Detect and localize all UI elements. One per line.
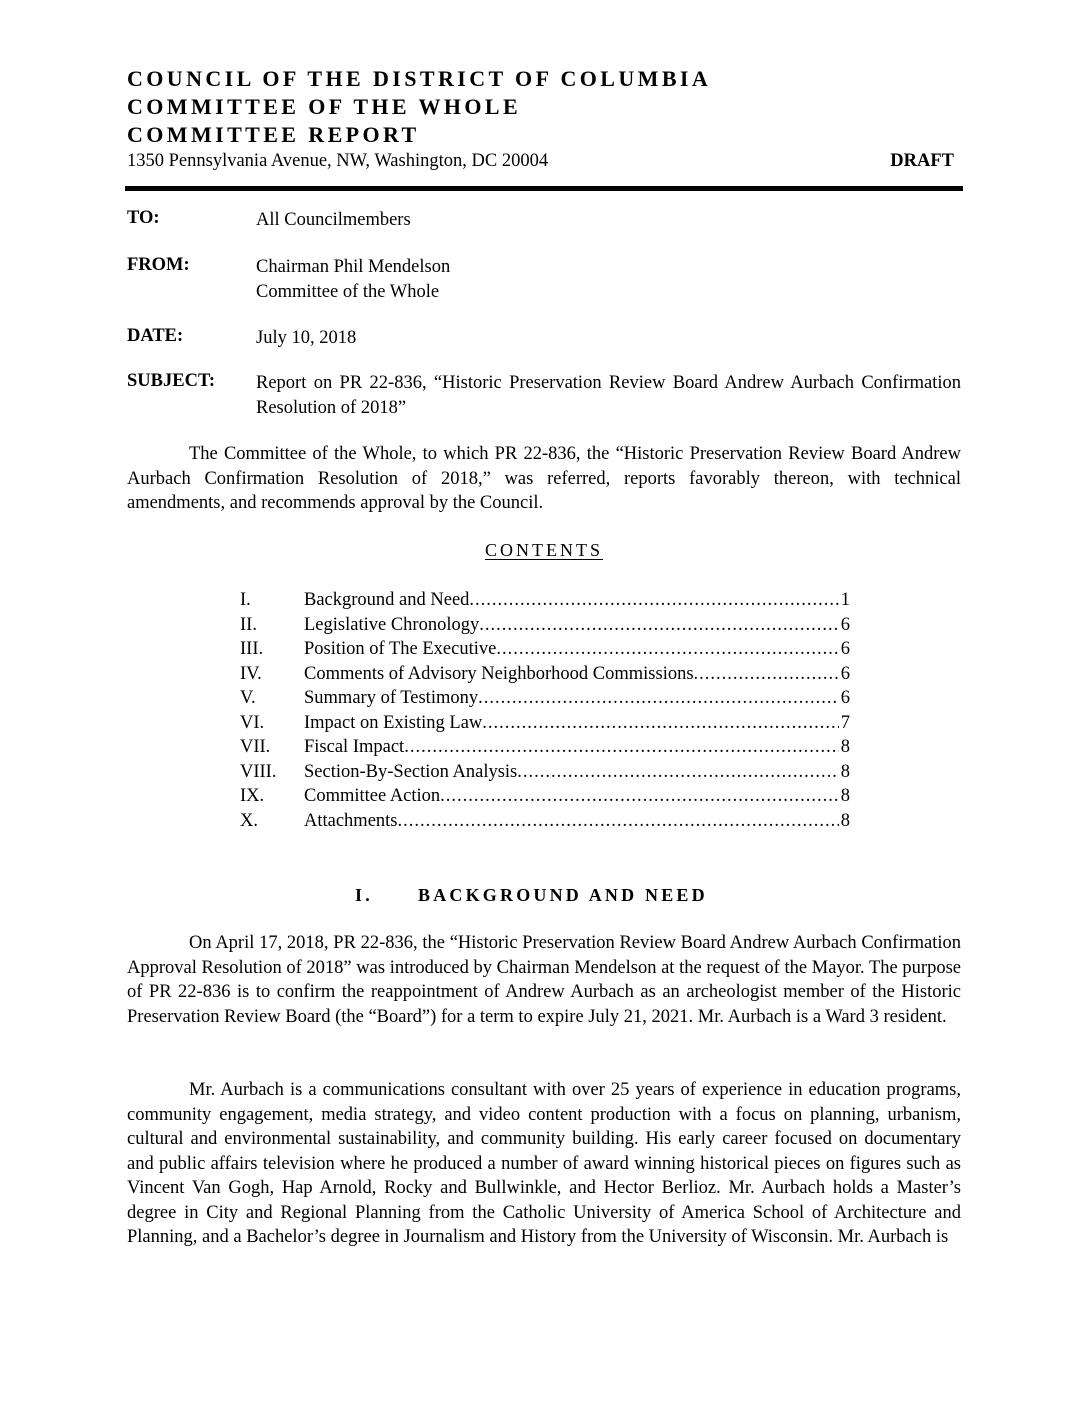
toc-item-number: IX. [240, 786, 265, 806]
toc-item-title: Impact on Existing Law [304, 712, 483, 733]
toc-item-page: 7 [840, 712, 850, 733]
toc-item [240, 713, 850, 738]
toc-item [240, 590, 850, 615]
table-of-contents [240, 590, 850, 835]
header-rule [125, 186, 963, 191]
toc-leader [482, 713, 838, 734]
toc-item-page: 6 [840, 614, 850, 635]
toc-item-page: 8 [840, 786, 850, 806]
toc-leader [479, 615, 839, 636]
toc-item-title: Committee Action [304, 786, 441, 806]
toc-item-title: Fiscal Impact [304, 737, 405, 757]
contents-heading-text: CONTENTS [485, 540, 603, 560]
subject-label: SUBJECT: [127, 371, 216, 391]
toc-item-number: VII. [240, 737, 271, 757]
toc-item-number: II. [240, 614, 257, 635]
background-paragraph-2: Mr. Aurbach is a communications consultant with over 25 years of experience in education programs, community engagement, media strategy, and video content production with a focus on planning, urbanism, cultural and environmental sustainability, and community building. His early career focused on documentary and public affairs television where he produced a number of award winning historical pieces on figures such as Vincent Van Gogh, Hap Arnold, Rocky and Bullwinkle, and Hector Berlioz. Mr. Aurbach holds a Master’s degree in City and Regional Planning from the Catholic University of America School of Architecture and Planning, and a Bachelor’s degree in Journalism and History from the University of Wisconsin. Mr. Aurbach is [127, 1080, 961, 1247]
section-number: I. [355, 885, 373, 905]
toc-item [240, 615, 850, 640]
toc-leader [478, 688, 839, 709]
toc-item-number: I. [240, 590, 251, 610]
toc-item [240, 737, 850, 762]
toc-leader [496, 639, 838, 660]
toc-leader [469, 590, 838, 611]
from-label: FROM: [127, 255, 190, 275]
from-committee: Committee of the Whole [256, 282, 440, 302]
draft-label: DRAFT [890, 151, 954, 171]
council-title: COUNCIL OF THE DISTRICT OF COLUMBIA [127, 66, 712, 91]
contents-heading [0, 540, 1088, 561]
from-name: Chairman Phil Mendelson [256, 257, 451, 277]
toc-item [240, 786, 850, 811]
toc-leader [694, 664, 839, 685]
toc-leader [398, 811, 839, 832]
background-paragraph-1: On April 17, 2018, PR 22-836, the “Historic Preservation Review Board Andrew Aurbach Confirmation Approval Resolution of 2018” was introduced by Chairman Mendelson at the request of the Mayor. The purpose of PR 22-836 is to confirm the reappointment of Andrew Aurbach as an archeologist member of the Historic Preservation Review Board (the “Board”) for a term to expire July 21, 2021. Mr. Aurbach is a Ward 3 resident. [127, 933, 961, 1027]
toc-leader [440, 786, 839, 807]
council-address: 1350 Pennsylvania Avenue, NW, Washington, DC 20004 [127, 151, 549, 171]
toc-item-number: VI. [240, 712, 265, 733]
toc-item-title: Summary of Testimony [304, 688, 479, 708]
toc-item-number: VIII. [240, 761, 277, 782]
toc-item-number: X. [240, 810, 258, 831]
toc-item-title: Attachments [304, 810, 398, 831]
toc-item-title: Legislative Chronology [304, 614, 480, 635]
toc-item-page: 6 [840, 688, 850, 708]
toc-item-title: Comments of Advisory Neighborhood Commissions [304, 663, 694, 684]
toc-item-page: 8 [840, 737, 850, 757]
intro-paragraph: The Committee of the Whole, to which PR 22-836, the “Historic Preservation Review Board Andrew Aurbach Confirmation Resolution of 2018,” was referred, reports favorably thereon, with technical amendments, and recommends approval by the Council. [127, 444, 961, 513]
committee-title: COMMITTEE OF THE WHOLE [127, 94, 522, 119]
toc-item [240, 688, 850, 713]
toc-item-page: 6 [840, 663, 850, 684]
toc-item-number: V. [240, 688, 256, 708]
toc-item [240, 664, 850, 689]
report-title: COMMITTEE REPORT [127, 122, 420, 147]
toc-item-number: III. [240, 639, 264, 659]
toc-item-number: IV. [240, 663, 262, 684]
toc-item-page: 6 [840, 639, 850, 659]
toc-leader [404, 737, 839, 758]
toc-item-page: 8 [840, 761, 850, 782]
subject-value: Report on PR 22-836, “Historic Preservation Review Board Andrew Aurbach Confirmation Resolution of 2018” [256, 373, 961, 418]
date-value: July 10, 2018 [256, 328, 357, 348]
toc-item [240, 639, 850, 664]
toc-item [240, 762, 850, 787]
toc-item-title: Section-By-Section Analysis [304, 761, 518, 782]
toc-item [240, 811, 850, 836]
section-title: BACKGROUND AND NEED [418, 885, 708, 905]
toc-leader [517, 762, 839, 783]
to-value: All Councilmembers [256, 210, 411, 230]
toc-item-title: Position of The Executive [304, 639, 497, 659]
date-label: DATE: [127, 326, 184, 346]
toc-item-page: 8 [840, 810, 850, 831]
to-label: TO: [127, 208, 160, 228]
toc-item-page: 1 [840, 590, 850, 610]
toc-item-title: Background and Need [304, 590, 470, 610]
